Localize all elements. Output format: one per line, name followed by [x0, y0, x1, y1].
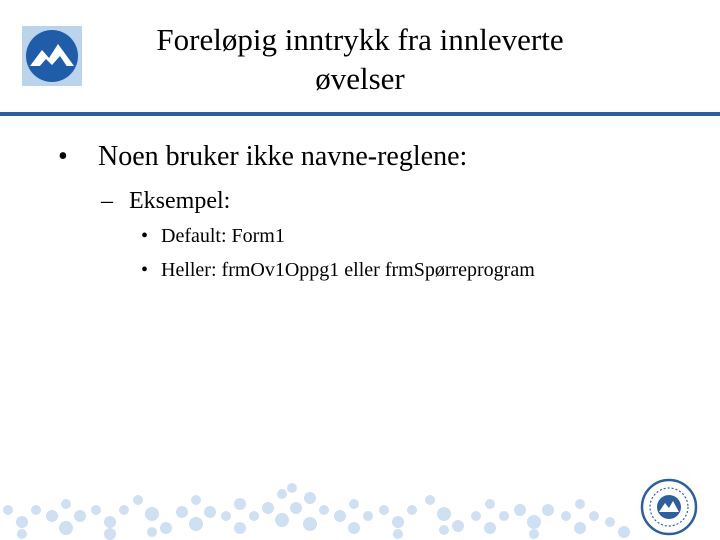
- title-line-1: Foreløpig inntrykk fra innleverte: [156, 22, 564, 57]
- dash-marker: –: [101, 188, 113, 214]
- bullet-text: Eksempel:: [129, 188, 231, 214]
- dot-pattern-icon: [0, 470, 640, 540]
- bullet-text: Heller: frmOv1Oppg1 eller frmSpørreprogram: [161, 259, 535, 281]
- bullet-text: Default: Form1: [161, 225, 285, 247]
- bullet-marker: •: [58, 141, 68, 172]
- bullet-marker: •: [141, 225, 149, 247]
- mountain-logo-icon: [22, 26, 82, 86]
- bullet-text: Noen bruker ikke navne-reglene:: [98, 141, 468, 172]
- title-divider: [0, 112, 720, 116]
- college-seal-icon: [640, 478, 698, 536]
- mountain-logo-graphic: [22, 26, 82, 86]
- title-line-2: øvelser: [315, 61, 405, 96]
- bullet-marker: •: [141, 259, 149, 281]
- slide-title: [95, 20, 625, 98]
